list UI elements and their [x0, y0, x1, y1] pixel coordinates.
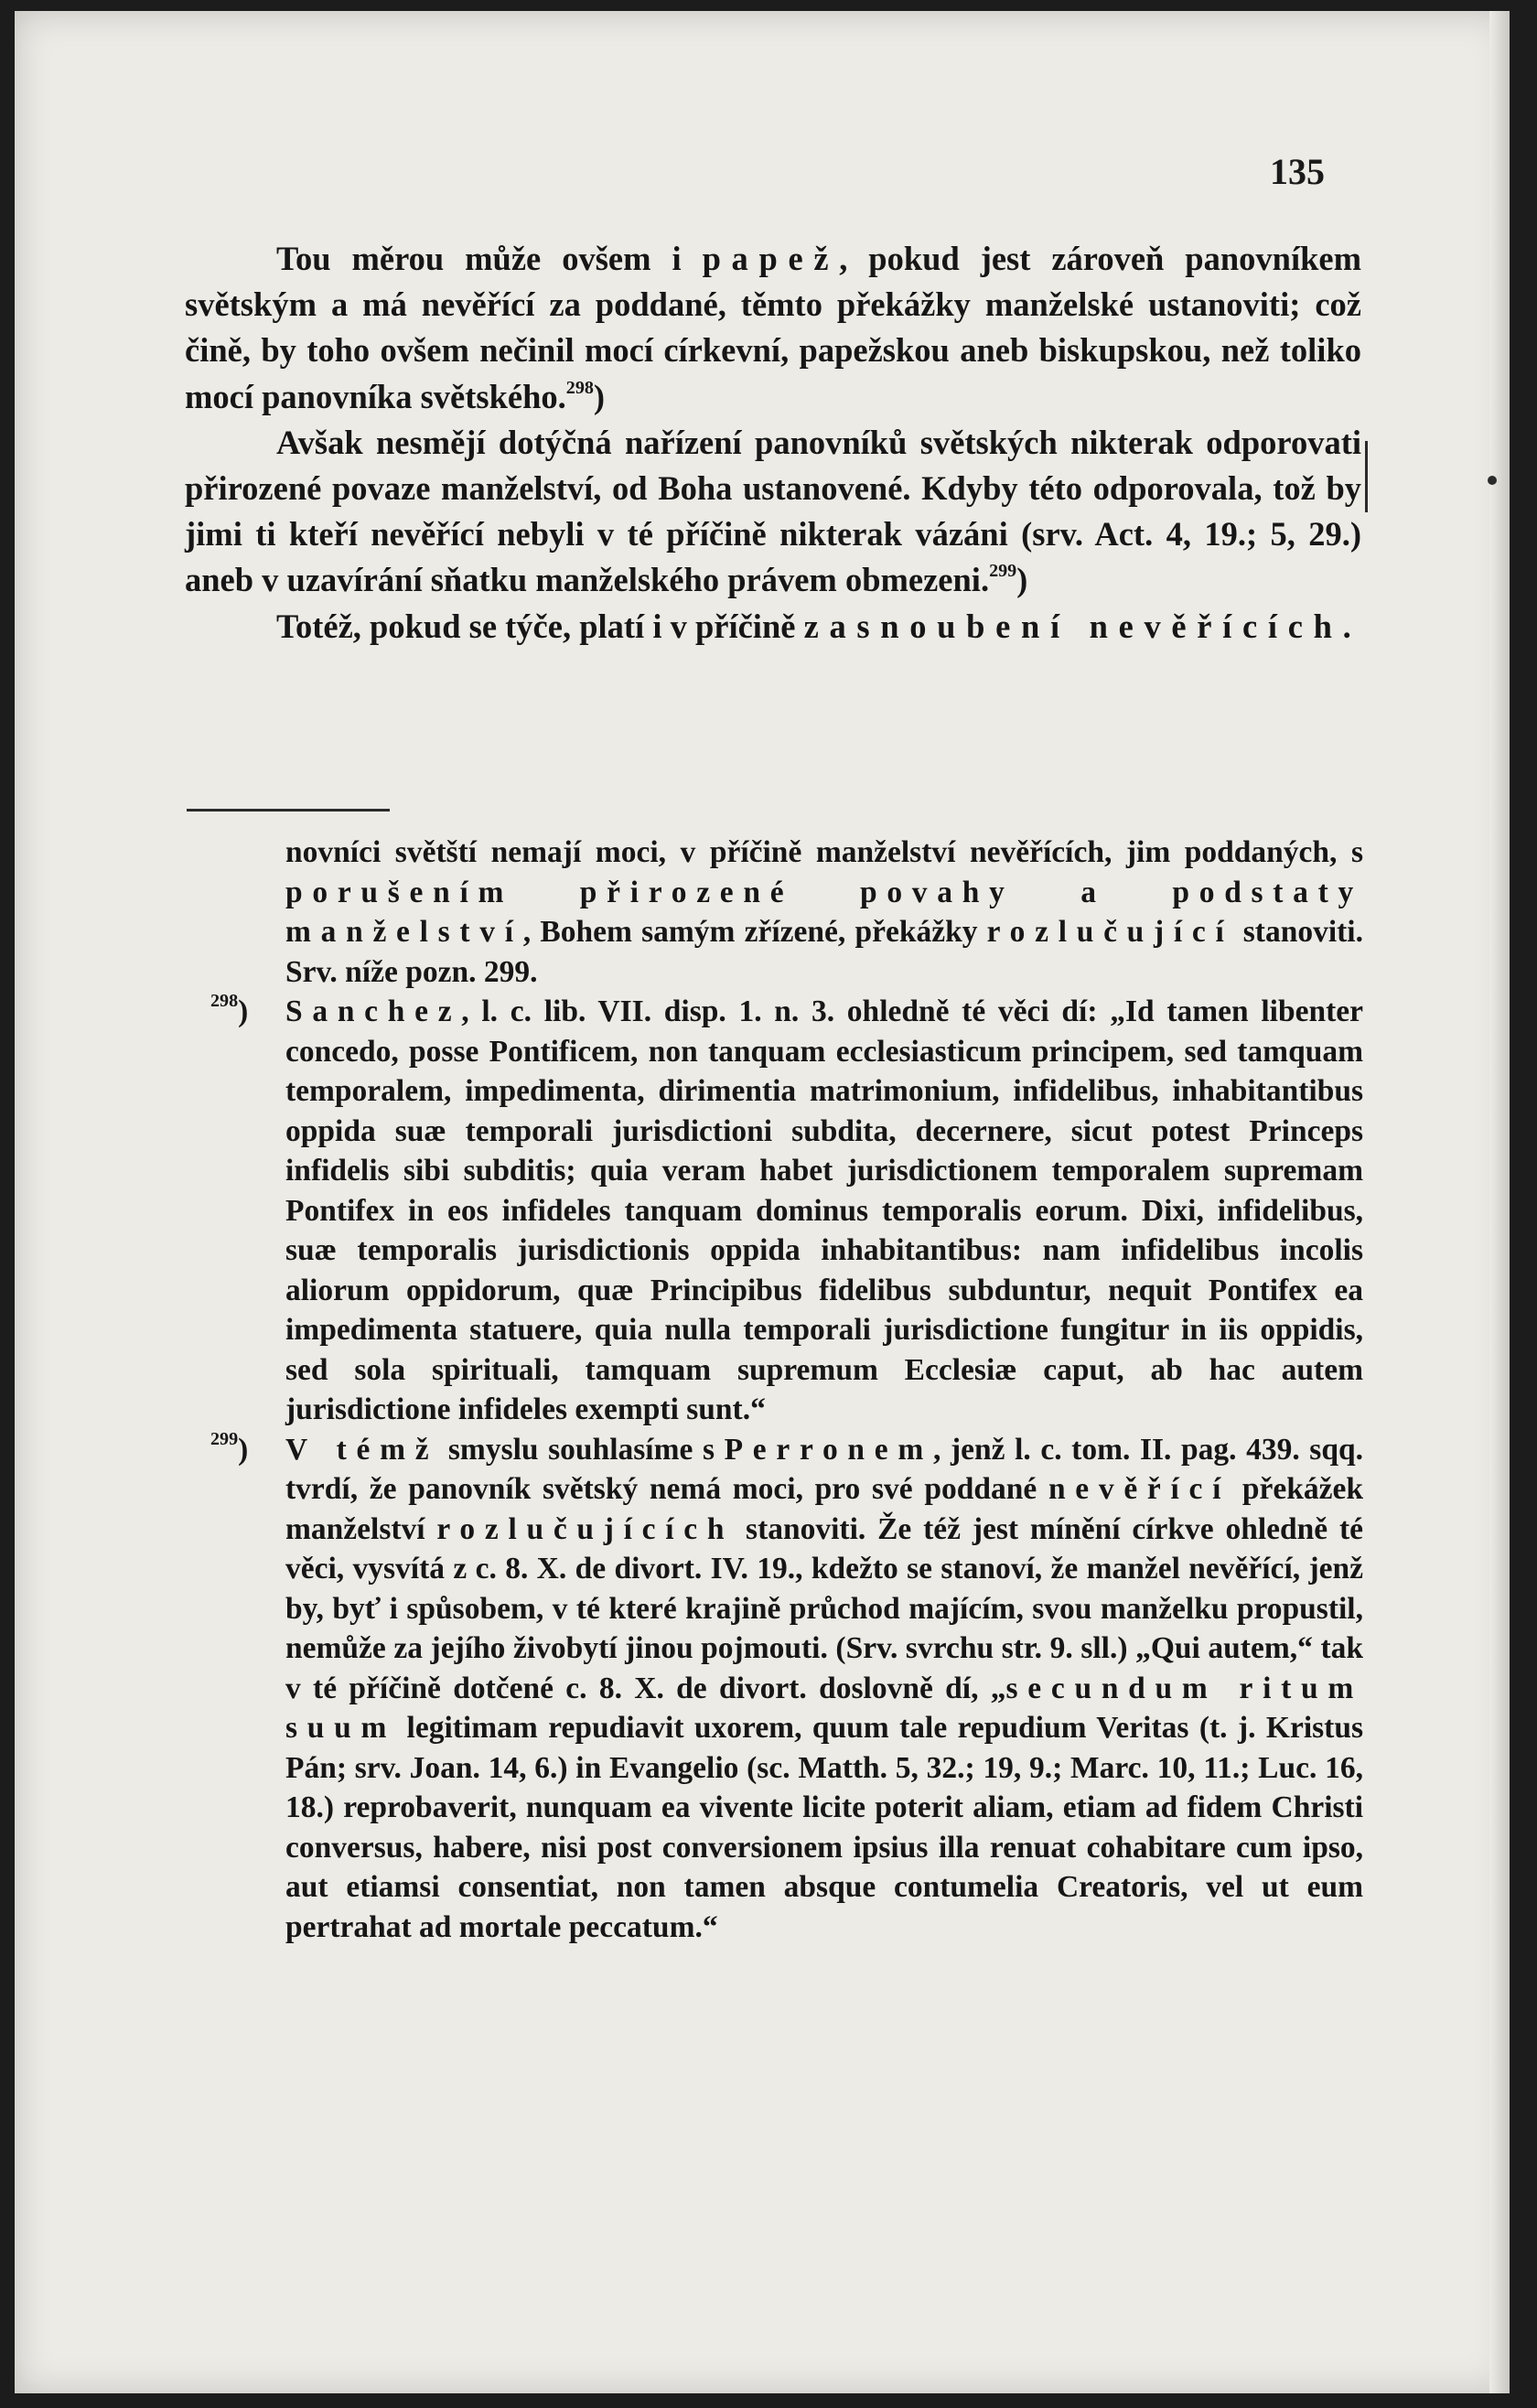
spaced-text: Sanchez	[285, 994, 462, 1028]
footnote-separator	[187, 809, 390, 812]
footnote-298	[210, 990, 1363, 1430]
text-run: , jenž l. c. tom. II. pag. 439. sqq. tvrdí, že panovník světský nemá moci, pro své poddané	[285, 1432, 1363, 1506]
text-run: Tou měrou může ovšem i	[276, 240, 703, 277]
footnotes	[210, 833, 1363, 1947]
spaced-text: porušením přirozené povahy a podstaty manželství	[285, 875, 1363, 949]
footnote-number-paren: )	[238, 994, 249, 1028]
main-text	[185, 236, 1361, 650]
margin-dot	[1488, 476, 1497, 485]
page-edge-shadow	[1489, 11, 1510, 2393]
text-run: , Bohem samým zřízené, překážky	[522, 915, 987, 949]
footnote-ref-299[interactable]: 299	[989, 561, 1017, 582]
footnote-ref-298[interactable]: 298	[565, 377, 594, 398]
footnote-number	[210, 1430, 248, 1470]
paragraph-3	[185, 604, 1361, 650]
footnote-number	[210, 992, 248, 1032]
text-run: stanoviti. Že též jest mínění církve ohledně té věci, vysvítá z c. 8. X. de divort. IV. 19., kdežto se stanoví, že manžel nevěřící, jenž by, byť i spůsobem, v té které krajině průchod majícím, svou manželku propustil, nemůže za jejího živobytí jinou pojmouti. (Srv. svrchu str. 9. sll.) „Qui autem,“ tak v té příčině dotčené c. 8. X. de divort. doslovně dí, „	[285, 1511, 1363, 1705]
spaced-text: rozlučující	[986, 915, 1234, 949]
spaced-text: V témž	[285, 1432, 439, 1467]
footnote-number-digits: 298	[210, 990, 239, 1011]
text-run: Totéž, pokud se týče, platí i v příčině	[276, 607, 804, 645]
text-run: překážek manželství	[285, 1472, 1363, 1546]
footnote-number-paren: )	[238, 1432, 249, 1467]
text-run: )	[593, 377, 606, 415]
spaced-text: papež	[702, 240, 840, 277]
text-run: smyslu souhlasíme s	[438, 1432, 725, 1467]
text-run: legitimam repudiavit uxorem, quum tale repudium Veritas (t. j. Kristus Pán; srv. Joan. 14, 6.) in Evangelio (sc. Matth. 5, 32.; 19, 9.; Marc. 10, 11.; Luc. 16, 18.) reprobaverit, nunquam ea vivente licite poterit aliam, etiam ad fidem Christi conversus, habere, nisi post conversionem ipsius illa renuat cohabitare cum ipso, aut etiamsi consentiat, non tamen absque contumelia Creatoris, vel ut eum pertrahat ad mortale peccatum.“	[285, 1711, 1363, 1944]
text-run: )	[1016, 561, 1028, 599]
paragraph-1	[185, 236, 1361, 420]
text-run: .	[1342, 607, 1351, 645]
page-number: 135	[1270, 151, 1325, 192]
spaced-text: nevěřící	[1048, 1472, 1231, 1506]
text-run: novníci světští nemají moci, v příčině manželství nevěřících, jim poddaných, s	[285, 835, 1363, 869]
spaced-text: zasnoubení nevěřících	[803, 607, 1343, 645]
text-run: stanoviti. Srv. níže pozn. 299.	[285, 915, 1363, 989]
footnote-299	[210, 1428, 1363, 1948]
text-run: , pokud jest zároveň panovníkem světským a má nevěřící za poddané, těmto překážky manželské ustanoviti; což čině, by toho ovšem nečinil mocí církevní, papežskou aneb biskupskou, než toliko mocí panovníka světského.	[185, 240, 1361, 415]
margin-pencil-mark	[1365, 441, 1368, 512]
text-run: Avšak nesmějí dotýčná nařízení panovníků světských nikterak odporovati přirozené povaze manželství, od Boha ustanovené. Kdyby této odporovala, tož by jimi ti kteří nevěřící nebyli v té příčině nikterak vázáni (srv. Act. 4, 19.; 5, 29.) aneb v uzavírání sňatku manželského právem obmezeni.	[185, 423, 1361, 599]
book-page	[15, 11, 1510, 2393]
footnote-continuation	[285, 833, 1363, 992]
spaced-text: Perronem	[724, 1432, 933, 1467]
text-run: , l. c. lib. VII. disp. 1. n. 3. ohledně té věci dí: „Id tamen libenter concedo, posse Pontificem, non tanquam ecclesiasticum principem, sed tamquam temporalem, impedimenta, dirimentia matrimonium, infidelibus, inhabitantibus oppida suæ temporali jurisdictioni subdita, decernere, sicut potest Princeps infidelis sibi subditis; quia veram habet jurisdictionem temporalem supremam Pontifex in eos infideles tanquam dominus temporalis eorum. Dixi, infidelibus, suæ temporalis jurisdictionis oppida inhabitantibus: nam infidelibus incolis aliorum oppidorum, quæ Principibus fidelibus subduntur, nequit Pontifex ea impedimenta statuere, quia nulla temporali jurisdictione fungitur in iis oppidis, sed sola spirituali, tamquam supremum Ecclesiæ caput, ab hac autem jurisdictione infideles exempti sunt.“	[285, 994, 1363, 1426]
footnote-number-digits: 299	[210, 1428, 239, 1449]
spaced-text: rozlučujících	[436, 1511, 735, 1546]
paragraph-2	[185, 420, 1361, 604]
spaced-text: secundum ritum suum	[285, 1671, 1363, 1745]
